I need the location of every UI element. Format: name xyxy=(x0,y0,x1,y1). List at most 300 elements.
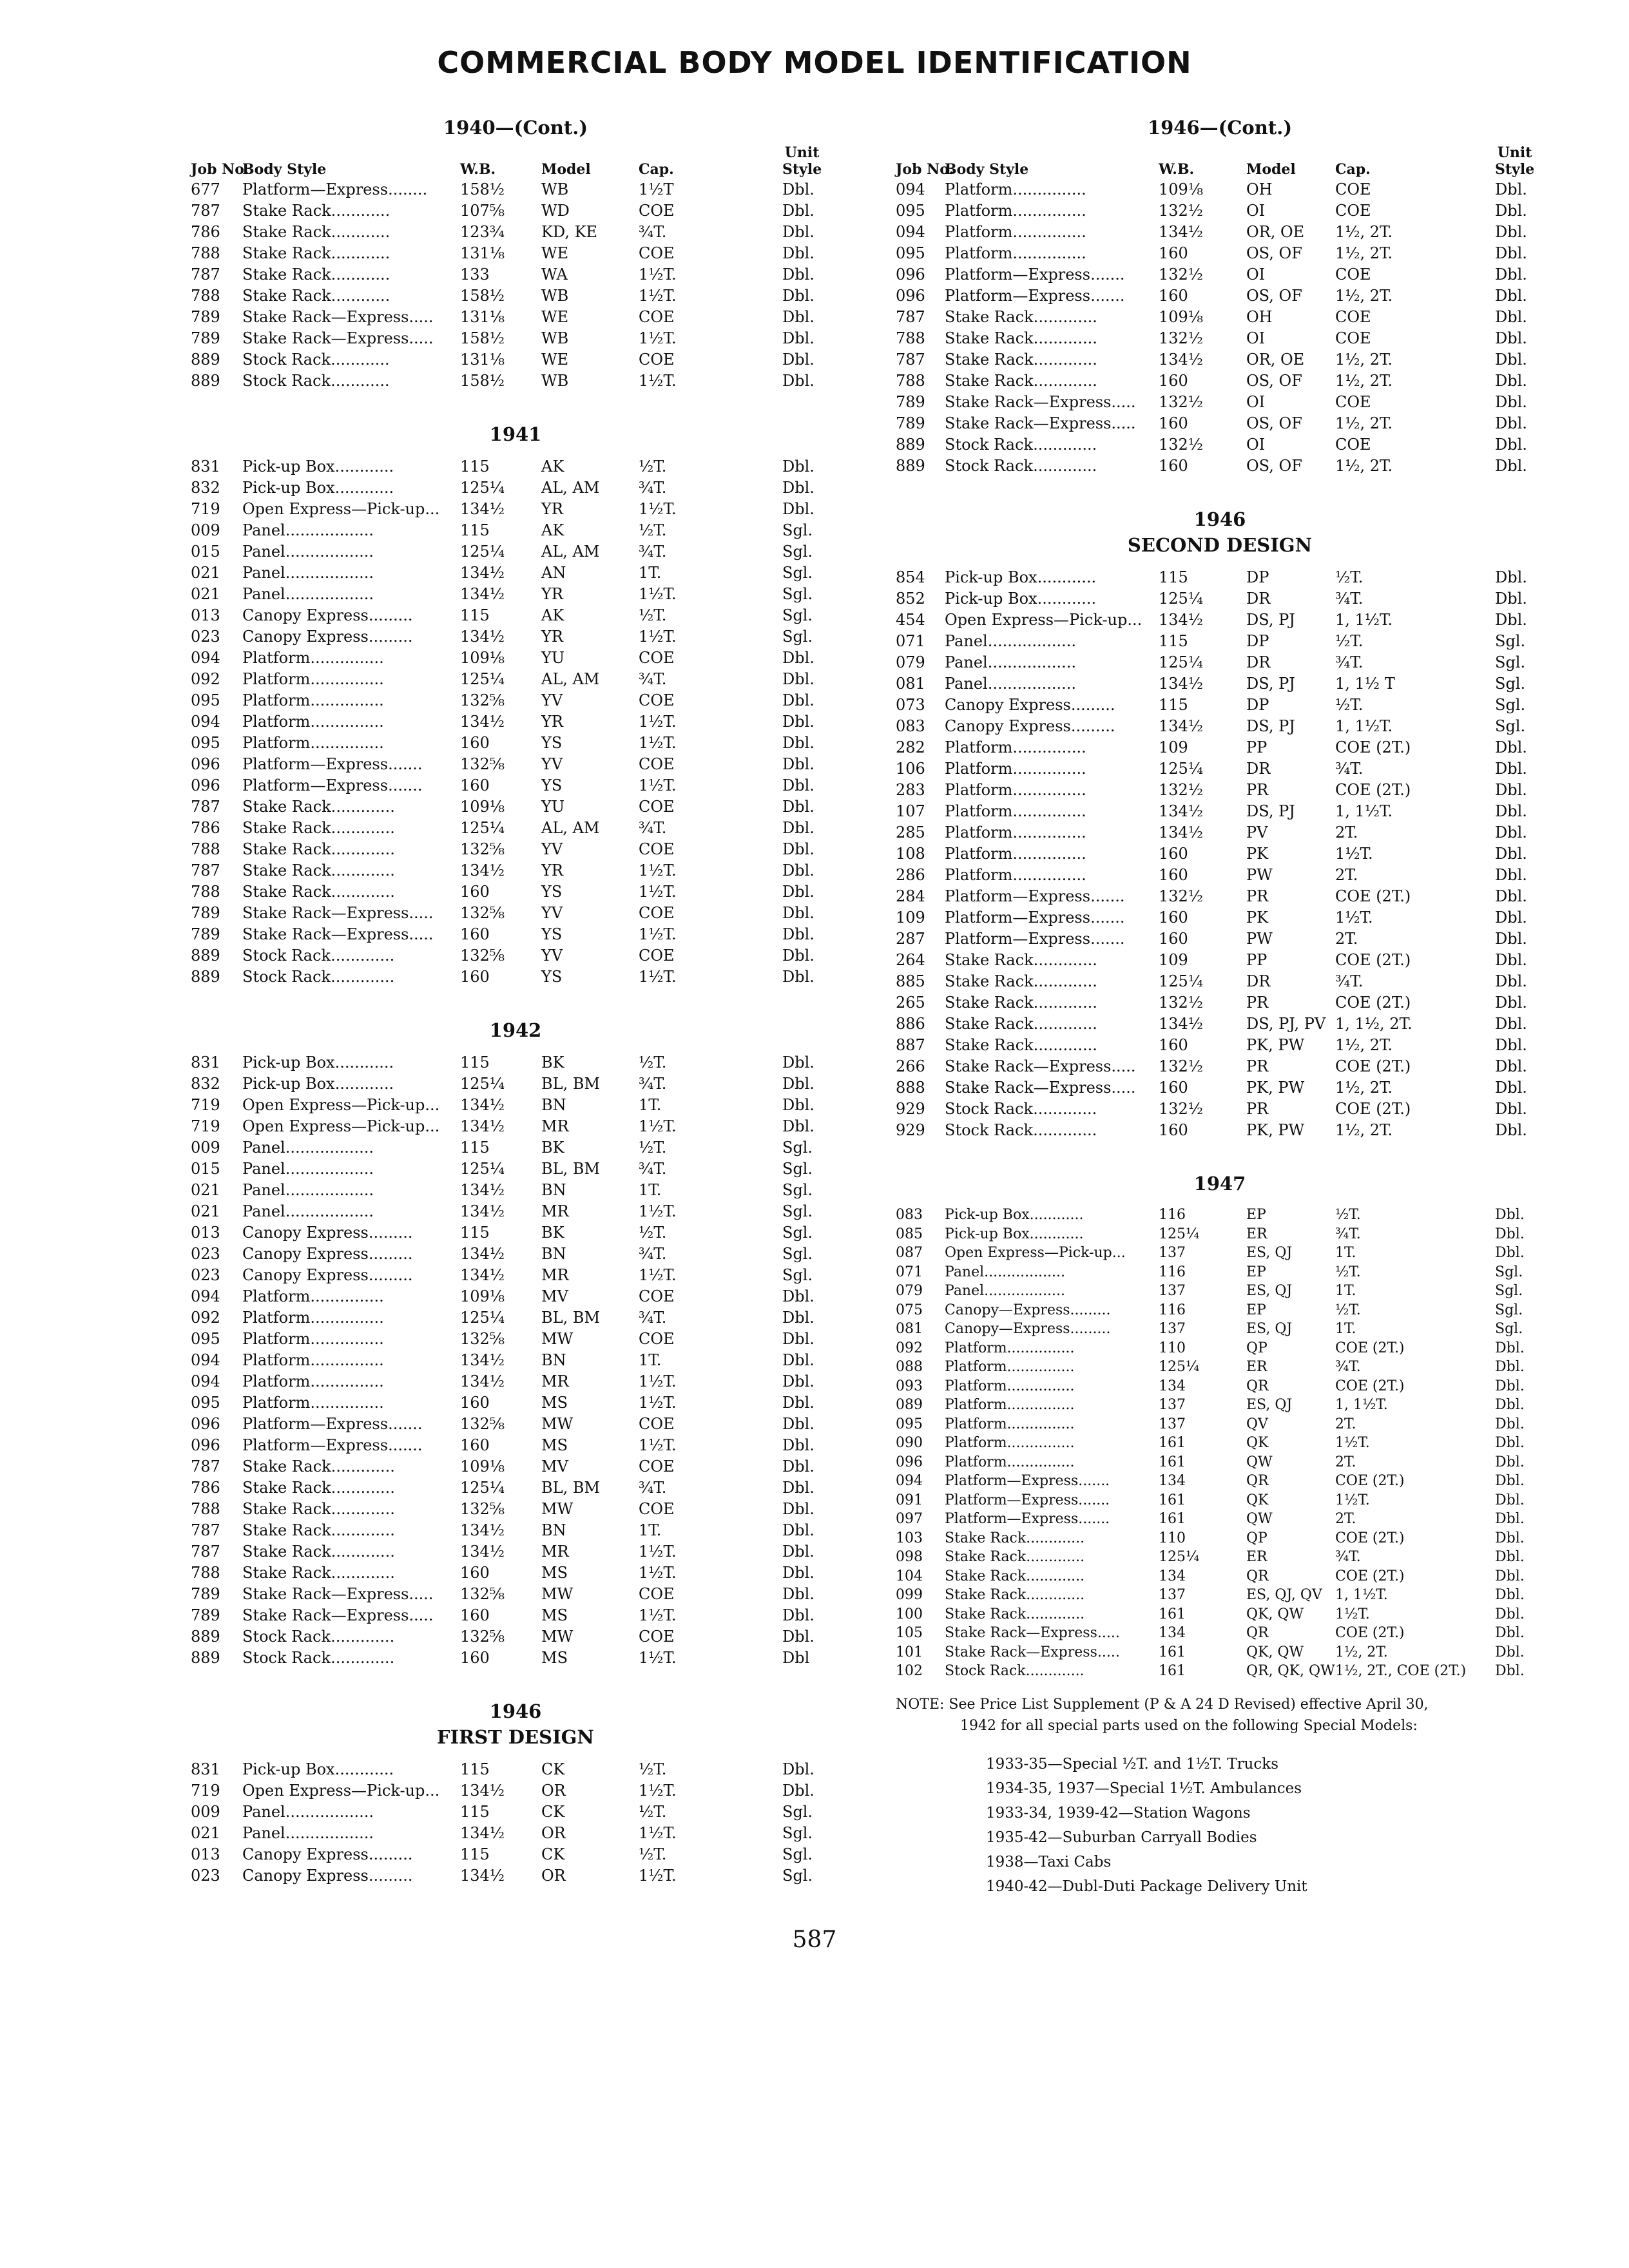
wheelbase: 116 xyxy=(1159,1264,1186,1280)
body-style: Stake Rack............. xyxy=(242,1479,395,1497)
body-style: Stake Rack............. xyxy=(242,1542,395,1561)
body-style: Open Express—Pick-up... xyxy=(242,1117,440,1135)
capacity: ¾T. xyxy=(639,1075,667,1093)
wheelbase: 125¼ xyxy=(460,670,505,688)
job-no: 789 xyxy=(191,329,220,347)
capacity: 1½, 2T. xyxy=(1335,1121,1393,1139)
unit-style: Dbl. xyxy=(782,308,815,326)
job-no: 021 xyxy=(191,585,220,603)
capacity: COE xyxy=(639,1330,675,1348)
table-row xyxy=(896,673,1544,695)
capacity: 1½T. xyxy=(639,1542,677,1561)
table-row xyxy=(191,1865,840,1887)
model: QW xyxy=(1246,1454,1273,1470)
body-style: Canopy Express......... xyxy=(945,717,1115,735)
unit-style: Dbl. xyxy=(1495,1530,1525,1546)
job-no: 021 xyxy=(191,564,220,582)
capacity: COE xyxy=(639,649,675,667)
table-row xyxy=(191,1392,840,1414)
job-no: 788 xyxy=(896,329,925,347)
job-no: 719 xyxy=(191,1096,220,1114)
body-style: Pick-up Box............ xyxy=(945,590,1097,608)
capacity: 1T. xyxy=(1335,1245,1356,1261)
capacity: ½T. xyxy=(1335,632,1364,650)
body-style: Stake Rack............. xyxy=(242,1564,395,1582)
job-no: 265 xyxy=(896,994,925,1012)
job-no: 095 xyxy=(896,1416,923,1432)
page-title: COMMERCIAL BODY MODEL IDENTIFICATION xyxy=(437,45,1192,80)
body-style: Platform—Express....... xyxy=(242,755,423,773)
body-style: Platform............... xyxy=(945,1340,1075,1356)
capacity: 1½T. xyxy=(1335,1606,1370,1622)
wheelbase: 125¼ xyxy=(1159,760,1204,778)
unit-style: Dbl. xyxy=(782,798,815,816)
body-style: Stake Rack............. xyxy=(945,972,1097,990)
body-style: Platform............... xyxy=(242,649,384,667)
note-block xyxy=(896,1694,1544,1899)
capacity: 1T. xyxy=(639,564,662,582)
unit-style: Dbl. xyxy=(782,670,815,688)
wheelbase: 134½ xyxy=(1159,675,1204,693)
capacity: 1½T. xyxy=(639,883,677,901)
wheelbase: 115 xyxy=(460,1053,490,1072)
wheelbase: 132½ xyxy=(1159,781,1204,799)
wheelbase: 125¼ xyxy=(460,819,505,837)
job-no: 832 xyxy=(191,479,220,497)
wheelbase: 132½ xyxy=(1159,265,1204,284)
job-no: 013 xyxy=(191,606,220,624)
capacity: 1½T. xyxy=(639,925,677,943)
table-row xyxy=(191,903,840,924)
header-model: Model xyxy=(1246,161,1296,178)
unit-style: Dbl. xyxy=(782,883,815,901)
table-row xyxy=(896,610,1544,631)
body-style: Stake Rack............. xyxy=(945,351,1097,369)
model: AK xyxy=(541,521,564,539)
model: BL, BM xyxy=(541,1479,601,1497)
unit-style: Sgl. xyxy=(782,1224,813,1242)
job-no: 094 xyxy=(191,1351,220,1369)
unit-style: Dbl. xyxy=(782,457,815,476)
unit-style: Dbl. xyxy=(1495,308,1527,326)
body-style: Stake Rack—Express..... xyxy=(945,1079,1136,1097)
unit-style: Sgl. xyxy=(782,1202,813,1220)
model: QK xyxy=(1246,1435,1269,1451)
wheelbase: 134½ xyxy=(460,1824,505,1842)
job-no: 286 xyxy=(896,866,925,884)
wheelbase: 134½ xyxy=(1159,1015,1204,1033)
job-no: 787 xyxy=(191,1542,220,1561)
unit-style: Dbl. xyxy=(1495,1359,1525,1375)
body-style: Platform............... xyxy=(945,738,1086,756)
table-row xyxy=(896,1377,1544,1396)
capacity: 1, 1½T. xyxy=(1335,611,1393,629)
model: CK xyxy=(541,1760,565,1778)
table-row xyxy=(191,1095,840,1116)
capacity: COE (2T.) xyxy=(1335,994,1411,1012)
wheelbase: 134 xyxy=(1159,1378,1186,1394)
unit-style: Dbl. xyxy=(782,968,815,986)
body-style: Stake Rack—Express..... xyxy=(242,925,434,943)
wheelbase: 109⅛ xyxy=(1159,180,1204,198)
capacity: 1½T. xyxy=(639,1202,677,1220)
job-no: 787 xyxy=(191,1457,220,1475)
table-row xyxy=(896,349,1544,370)
unit-style: Dbl. xyxy=(1495,1511,1525,1527)
table-row xyxy=(191,200,840,222)
wheelbase: 115 xyxy=(460,1760,490,1778)
job-no: 885 xyxy=(896,972,925,990)
capacity: 1½T. xyxy=(1335,1435,1370,1451)
wheelbase: 134½ xyxy=(460,1782,505,1800)
model: BN xyxy=(541,1521,566,1539)
wheelbase: 161 xyxy=(1159,1454,1186,1470)
capacity: 1½T. xyxy=(639,329,677,347)
job-no: 852 xyxy=(896,590,925,608)
body-style: Open Express—Pick-up... xyxy=(242,1782,440,1800)
table-row xyxy=(191,1562,840,1584)
wheelbase: 125¼ xyxy=(460,1160,505,1178)
capacity: ¾T. xyxy=(1335,1549,1361,1565)
job-no: 094 xyxy=(191,1372,220,1390)
special-model-item: 1933-34, 1939-42—Station Wagons xyxy=(986,1804,1251,1821)
wheelbase: 110 xyxy=(1159,1530,1186,1546)
unit-style: Dbl xyxy=(782,1649,810,1667)
wheelbase: 134 xyxy=(1159,1568,1186,1584)
unit-style: Dbl. xyxy=(782,776,815,794)
model: MR xyxy=(541,1542,569,1561)
model: MR xyxy=(541,1202,569,1220)
wheelbase: 132½ xyxy=(1159,202,1204,220)
model: MW xyxy=(541,1500,574,1518)
body-style: Stake Rack............. xyxy=(945,1587,1085,1603)
table-row xyxy=(896,1453,1544,1472)
model: ES, QJ xyxy=(1246,1321,1293,1337)
wheelbase: 109⅛ xyxy=(1159,308,1204,326)
table-row xyxy=(191,584,840,605)
wheelbase: 109⅛ xyxy=(460,649,505,667)
capacity: 1½, 2T. xyxy=(1335,457,1393,475)
job-no: 789 xyxy=(191,1585,220,1603)
job-no: 786 xyxy=(191,223,220,241)
unit-style: Dbl. xyxy=(782,691,815,709)
capacity: ¾T. xyxy=(639,479,667,497)
body-style: Platform............... xyxy=(242,734,384,752)
special-models-list xyxy=(896,1752,1544,1899)
unit-style: Dbl. xyxy=(1495,287,1527,305)
job-no: 015 xyxy=(191,1160,220,1178)
table-row xyxy=(191,1073,840,1095)
model: MS xyxy=(541,1394,568,1412)
model: YV xyxy=(541,755,563,773)
capacity: 1½T. xyxy=(1335,845,1373,863)
body-style: Stake Rack—Express..... xyxy=(242,1606,434,1624)
table-row xyxy=(896,716,1544,737)
table-row xyxy=(191,966,840,988)
unit-style: Dbl. xyxy=(1495,1207,1525,1223)
wheelbase: 137 xyxy=(1159,1245,1186,1261)
wheelbase: 160 xyxy=(1159,414,1188,432)
capacity: 1½, 2T. xyxy=(1335,414,1393,432)
body-style: Platform—Express....... xyxy=(945,1492,1110,1508)
job-no: 102 xyxy=(896,1663,923,1679)
wheelbase: 161 xyxy=(1159,1663,1186,1679)
job-no: 094 xyxy=(896,180,925,198)
unit-style: Sgl. xyxy=(782,1245,813,1263)
body-style: Stock Rack............. xyxy=(242,1628,395,1646)
table-row xyxy=(191,1823,840,1844)
wheelbase: 160 xyxy=(460,1606,490,1624)
body-style: Platform............... xyxy=(945,802,1086,820)
unit-style: Dbl. xyxy=(1495,1549,1525,1565)
body-style: Stake Rack............. xyxy=(945,1549,1085,1565)
body-style: Stake Rack............. xyxy=(945,308,1097,326)
table-row xyxy=(896,1244,1544,1263)
table-row xyxy=(896,434,1544,456)
table-row xyxy=(896,907,1544,928)
model: OI xyxy=(1246,436,1266,454)
table-row xyxy=(191,1371,840,1392)
unit-style: Dbl. xyxy=(1495,1454,1525,1470)
unit-style: Dbl. xyxy=(1495,265,1527,284)
capacity: COE xyxy=(639,947,675,965)
body-style: Pick-up Box............ xyxy=(945,1225,1084,1242)
job-no: 088 xyxy=(896,1359,923,1375)
capacity: 1½T. xyxy=(639,287,677,305)
unit-style: Dbl. xyxy=(1495,1435,1525,1451)
body-style: Platform—Express....... xyxy=(242,776,423,794)
body-style: Canopy—Express......... xyxy=(945,1302,1111,1318)
capacity: COE xyxy=(639,798,675,816)
job-no: 719 xyxy=(191,1782,220,1800)
table-row xyxy=(896,886,1544,907)
unit-style: Dbl. xyxy=(1495,1473,1525,1489)
unit-style: Dbl. xyxy=(1495,951,1527,969)
job-no: 831 xyxy=(191,1053,220,1072)
body-style: Stake Rack............. xyxy=(945,372,1097,390)
table-row xyxy=(191,1456,840,1477)
job-no: 089 xyxy=(896,1397,923,1413)
wheelbase: 134½ xyxy=(460,1542,505,1561)
body-style: Open Express—Pick-up... xyxy=(242,500,440,518)
job-no: 081 xyxy=(896,1321,923,1337)
table-row xyxy=(896,1624,1544,1643)
section-subtitle: FIRST DESIGN xyxy=(437,1726,594,1748)
job-no: 832 xyxy=(191,1075,220,1093)
capacity: COE xyxy=(639,840,675,858)
body-style: Platform............... xyxy=(945,180,1086,198)
table-row xyxy=(896,222,1544,243)
wheelbase: 160 xyxy=(460,1649,490,1667)
wheelbase: 132⅝ xyxy=(460,1415,505,1433)
job-no: 719 xyxy=(191,500,220,518)
table-row xyxy=(896,1358,1544,1377)
capacity: ½T. xyxy=(1335,1207,1361,1223)
job-no: 092 xyxy=(191,1309,220,1327)
body-style: Stake Rack............. xyxy=(945,1568,1085,1584)
wheelbase: 125¼ xyxy=(1159,1359,1200,1375)
job-no: 889 xyxy=(191,968,220,986)
wheelbase: 160 xyxy=(1159,908,1188,927)
table-row xyxy=(191,860,840,881)
job-no: 096 xyxy=(191,1436,220,1454)
wheelbase: 134½ xyxy=(460,564,505,582)
job-no: 023 xyxy=(191,1266,220,1284)
capacity: 1½T. xyxy=(639,265,677,284)
job-no: 886 xyxy=(896,1015,925,1033)
body-style: Open Express—Pick-up... xyxy=(242,1096,440,1114)
body-style: Stake Rack............. xyxy=(242,883,395,901)
body-style: Stock Rack............ xyxy=(242,351,390,369)
table-row xyxy=(896,843,1544,865)
unit-style: Dbl. xyxy=(1495,244,1527,262)
job-no: 023 xyxy=(191,1245,220,1263)
header-job-no: Job No. xyxy=(896,161,954,178)
capacity: ½T. xyxy=(1335,1264,1361,1280)
unit-style: Dbl. xyxy=(782,861,815,879)
job-no: 085 xyxy=(896,1225,923,1242)
table-row xyxy=(191,179,840,200)
capacity: COE (2T.) xyxy=(1335,1378,1405,1394)
body-style: Stake Rack............ xyxy=(242,223,390,241)
job-no: 889 xyxy=(191,351,220,369)
unit-style: Dbl. xyxy=(782,372,815,390)
body-style: Canopy Express......... xyxy=(242,1245,413,1263)
unit-style: Dbl. xyxy=(782,500,815,518)
capacity: 1T. xyxy=(1335,1321,1356,1337)
model: DR xyxy=(1246,972,1271,990)
table-row xyxy=(896,1643,1544,1662)
model: ES, QJ xyxy=(1246,1245,1293,1261)
model: PR xyxy=(1246,994,1269,1012)
header-wheelbase: W.B. xyxy=(460,161,496,178)
table-row xyxy=(896,1415,1544,1434)
unit-style: Dbl. xyxy=(782,713,815,731)
unit-style: Dbl. xyxy=(1495,351,1527,369)
job-no: 266 xyxy=(896,1057,925,1075)
model: DS, PJ, PV xyxy=(1246,1015,1326,1033)
unit-style: Dbl. xyxy=(782,1542,815,1561)
unit-style: Dbl. xyxy=(1495,930,1527,948)
table-row xyxy=(896,1434,1544,1453)
model: DR xyxy=(1246,760,1271,778)
unit-style: Dbl. xyxy=(1495,611,1527,629)
job-no: 096 xyxy=(191,755,220,773)
unit-style: Dbl. xyxy=(1495,223,1527,241)
job-no: 109 xyxy=(896,908,925,927)
wheelbase: 160 xyxy=(460,925,490,943)
table-row xyxy=(191,1222,840,1244)
capacity: COE xyxy=(1335,308,1371,326)
body-style: Platform—Express....... xyxy=(945,1511,1110,1527)
model: OI xyxy=(1246,265,1266,284)
section-title: 1946 xyxy=(489,1700,542,1722)
unit-style: Dbl. xyxy=(1495,1057,1527,1075)
capacity: COE xyxy=(639,1415,675,1433)
unit-style: Dbl. xyxy=(782,202,815,220)
unit-style: Dbl. xyxy=(1495,1625,1525,1641)
body-style: Platform—Express....... xyxy=(945,1473,1110,1489)
unit-style: Dbl. xyxy=(782,351,815,369)
job-no: 677 xyxy=(191,180,220,198)
job-no: 929 xyxy=(896,1100,925,1118)
body-style: Platform............... xyxy=(242,1287,384,1305)
job-no: 789 xyxy=(191,925,220,943)
wheelbase: 109 xyxy=(1159,738,1188,756)
capacity: 1½T. xyxy=(639,1782,677,1800)
unit-style: Dbl. xyxy=(1495,887,1527,905)
model: PR xyxy=(1246,781,1269,799)
body-style: Platform............... xyxy=(945,1359,1075,1375)
job-no: 095 xyxy=(191,1394,220,1412)
table-row xyxy=(896,1491,1544,1510)
table-row xyxy=(896,243,1544,264)
wheelbase: 125¼ xyxy=(1159,590,1204,608)
model: YV xyxy=(541,840,563,858)
model: WB xyxy=(541,180,569,198)
section-title: 1947 xyxy=(1193,1173,1246,1195)
capacity: 1T. xyxy=(639,1521,662,1539)
capacity: COE xyxy=(1335,180,1371,198)
table-row xyxy=(191,1844,840,1865)
table-row xyxy=(896,285,1544,307)
model: PK xyxy=(1246,908,1269,927)
table-row xyxy=(896,1120,1544,1141)
model: QP xyxy=(1246,1340,1268,1356)
unit-style: Dbl. xyxy=(1495,1378,1525,1394)
capacity: COE (2T.) xyxy=(1335,1057,1411,1075)
table-row xyxy=(896,865,1544,886)
model: QK xyxy=(1246,1492,1269,1508)
table-row xyxy=(191,1759,840,1780)
table-row xyxy=(191,1626,840,1648)
wheelbase: 109 xyxy=(1159,951,1188,969)
wheelbase: 161 xyxy=(1159,1511,1186,1527)
job-no: 786 xyxy=(191,819,220,837)
table-row xyxy=(191,754,840,775)
model: YV xyxy=(541,947,563,965)
table-row xyxy=(191,1116,840,1137)
body-style: Stock Rack............. xyxy=(945,1100,1097,1118)
unit-style: Sgl. xyxy=(1495,1321,1523,1337)
section-gap xyxy=(896,1141,1544,1171)
table-row xyxy=(191,1350,840,1371)
unit-style: Dbl. xyxy=(1495,845,1527,863)
model: AL, AM xyxy=(541,819,600,837)
job-no: 023 xyxy=(191,628,220,646)
section-gap xyxy=(191,392,840,421)
capacity: 2T. xyxy=(1335,1511,1356,1527)
body-style: Canopy Express......... xyxy=(242,1845,413,1863)
job-no: 831 xyxy=(191,457,220,476)
unit-style: Dbl. xyxy=(1495,180,1527,198)
body-style: Stake Rack—Express..... xyxy=(945,414,1136,432)
model: KD, KE xyxy=(541,223,598,241)
wheelbase: 115 xyxy=(460,606,490,624)
wheelbase: 134½ xyxy=(460,1372,505,1390)
capacity: 1½, 2T. xyxy=(1335,1036,1393,1054)
job-no: 789 xyxy=(191,904,220,922)
wheelbase: 132½ xyxy=(1159,393,1204,411)
wheelbase: 115 xyxy=(460,457,490,476)
unit-style: Dbl. xyxy=(782,1287,815,1305)
wheelbase: 133 xyxy=(460,265,490,284)
body-style: Stake Rack............ xyxy=(242,265,390,284)
job-no: 789 xyxy=(191,308,220,326)
capacity: 1½T. xyxy=(639,585,677,603)
capacity: COE (2T.) xyxy=(1335,781,1411,799)
capacity: COE xyxy=(639,202,675,220)
